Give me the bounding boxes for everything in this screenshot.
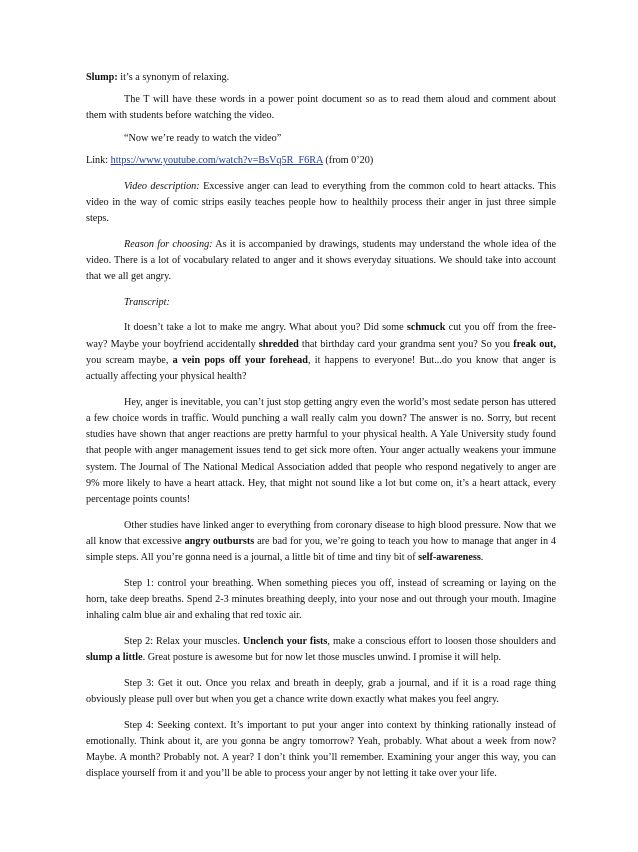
bold-term-self-awareness: self-awareness bbox=[418, 552, 481, 564]
text-span: . Great posture is awesome but for now let those muscles unwind. I promise it will help. bbox=[142, 652, 502, 664]
transcript-label: Transcript: bbox=[124, 296, 170, 308]
bold-term-angry-outbursts: angry outbursts bbox=[184, 535, 255, 547]
text-span: you scream maybe, bbox=[86, 354, 173, 366]
text-span: . bbox=[480, 552, 484, 564]
bold-term-slump-a-little: slump a little bbox=[86, 652, 143, 664]
quote-line: “Now we’re ready to watch the video” bbox=[124, 132, 282, 144]
bold-term-shredded: shredded bbox=[258, 338, 299, 350]
step-4-paragraph: Step 4: Seeking context. It’s important to put your anger into context by thinking rationally instead of emotionally. Think about it, are you gonna be angry tomorrow? Yeah, probably. What about a week from now? Maybe. A month? Probably not. A year? I don’t think you’ll remember. Examining your anger this way, you can displace yourself from it and you’ll be able to process your anger by not letting it take over your life. bbox=[86, 719, 556, 780]
video-link[interactable]: https://www.youtube.com/watch?v=BsVq5R_F6RA bbox=[110, 154, 323, 166]
bold-term-schmuck: schmuck bbox=[406, 322, 446, 334]
intro-paragraph: The T will have these words in a power point document so as to read them aloud and comment about them with students before watching the video. bbox=[86, 94, 556, 122]
slump-term: Slump: bbox=[86, 72, 118, 83]
reason-label: Reason for choosing: bbox=[124, 238, 213, 250]
video-description-text: Excessive anger can lead to everything from the common cold to heart attacks. This video in the way of comic strips easily teaches people how to healthily process their anger in just three simple steps. bbox=[86, 180, 556, 224]
step-3-paragraph: Step 3: Get it out. Once you relax and breath in deeply, grab a journal, and if it is a road rage thing obviously please pull over but when you get a chance write down exactly what makes you feel angry. bbox=[86, 677, 556, 705]
transcript-paragraph-3 bbox=[86, 518, 556, 567]
video-link-line bbox=[86, 153, 556, 169]
text-span: Other studies have linked anger to everything from coronary disease to high blood pressure. Now that we all know that excessive bbox=[86, 519, 556, 547]
text-span: that birthday card your grandma sent you? So you bbox=[298, 338, 514, 350]
slump-definition-text: it’s a synonym of relaxing. bbox=[117, 72, 230, 83]
video-description-label: Video description: bbox=[124, 180, 200, 192]
text-span: Step 2: Relax your muscles. bbox=[124, 635, 243, 647]
transcript-paragraph-1 bbox=[86, 320, 556, 385]
link-note: (from 0’20) bbox=[322, 154, 374, 166]
slump-definition bbox=[86, 70, 556, 86]
text-span: It doesn’t take a lot to make me angry. What about you? Did some bbox=[124, 322, 407, 334]
bold-term-vein-pops: a vein pops off your forehead bbox=[172, 354, 308, 366]
video-description-paragraph bbox=[86, 179, 556, 228]
text-span: , make a conscious effort to loosen those shoulders and bbox=[327, 635, 557, 647]
document-page bbox=[86, 70, 556, 792]
step-1-paragraph: Step 1: control your breathing. When something pieces you off, instead of screaming or laying on the horn, take deep breaths. Spend 2-3 minutes breathing deeply, into your nose and out through your mouth. Imagine inhaling calm blue air and exhaling that red toxic air. bbox=[86, 577, 556, 622]
reason-text: As it is accompanied by drawings, students may understand the whole idea of the video. There is a lot of vocabulary related to anger and it shows everyday situations. We should take into account that we all get angry. bbox=[86, 238, 556, 283]
text-span: , it happens to everyone! But...do you know that anger is actually affecting your physical health? bbox=[86, 354, 556, 383]
text-span: are bad for you, we’re going to teach you how to manage that anger in 4 simple steps. All you’re gonna need is a journal, a little bit of time and tiny bit of bbox=[86, 535, 556, 564]
step-2-paragraph bbox=[86, 634, 556, 666]
bold-term-unclench-fists: Unclench your fists bbox=[242, 635, 328, 647]
bold-term-freak-out: freak out, bbox=[513, 338, 557, 350]
text-span: cut you off from the free-way? Maybe your boyfriend accidentally bbox=[86, 322, 556, 350]
link-label: Link: bbox=[86, 154, 109, 166]
transcript-paragraph-2: Hey, anger is inevitable, you can’t just stop getting angry even the world’s most sedate person has uttered a few choice words in traffic. Would punching a wall really calm you down? The answer is no. Sorry, but recent studies have shown that anger reactions are pretty harmful to your physical health. A Yale University study found that people with anger management issues tend to get sick more often. Your anger actually weakens your immune system. The Journal of The National Medical Association added that people who respond negatively to anger are 9% more likely to have a heart attack. Hey, that might not sound like a lot but come on, it’s a heart attack, every percentage points counts! bbox=[86, 396, 556, 505]
reason-paragraph bbox=[86, 237, 556, 286]
